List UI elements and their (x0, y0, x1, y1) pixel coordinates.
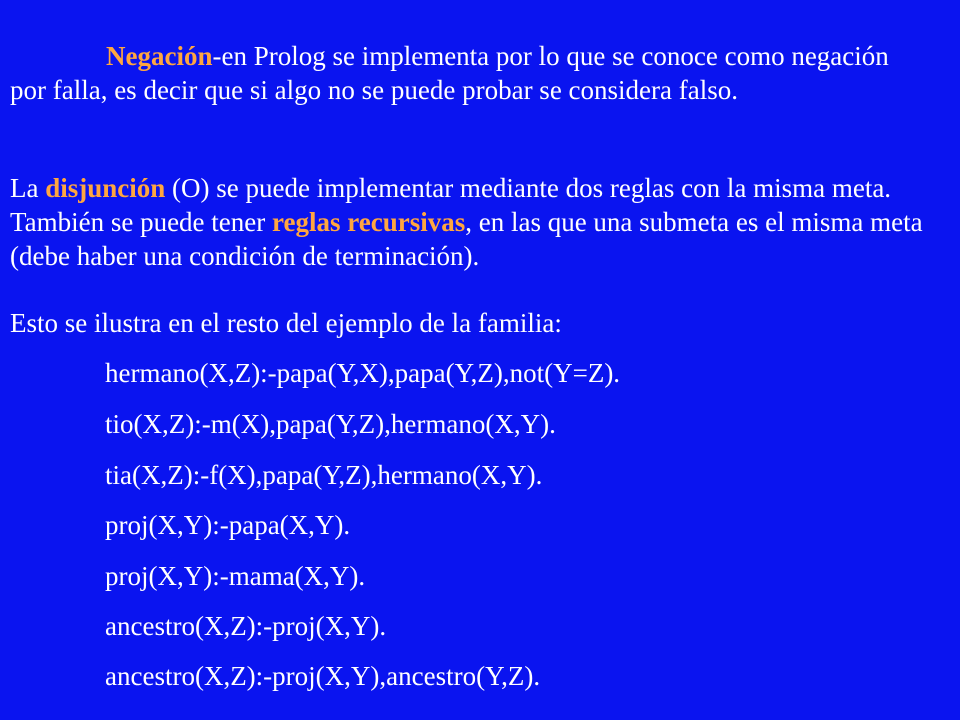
disjunction-text-1: La (10, 173, 46, 203)
rule-proj-mama: proj(X,Y):-mama(X,Y). (105, 561, 366, 591)
rule-tio: tio(X,Z):-m(X),papa(Y,Z),hermano(X,Y). (105, 409, 556, 439)
disjunction-text-2: (O) se puede implementar mediante dos reglas con la misma meta. También se puede tener (10, 173, 892, 237)
recursive-rules-term: reglas recursivas (272, 207, 466, 237)
rule-hermano: hermano(X,Z):-papa(Y,X),papa(Y,Z),not(Y=Z). (105, 358, 621, 388)
rule-ancestro-recursive: ancestro(X,Z):-proj(X,Y),ancestro(Y,Z). (105, 661, 541, 691)
disjunction-paragraph (10, 171, 930, 273)
negation-term: Negación (106, 41, 213, 71)
example-intro: Esto se ilustra en el resto del ejemplo de la familia: (10, 308, 562, 338)
negation-text: -en Prolog se implementa por lo que se conoce como negación por falla, es decir que si algo no se puede probar se considera falso. (10, 41, 889, 105)
rule-tia: tia(X,Z):-f(X),papa(Y,Z),hermano(X,Y). (105, 460, 543, 490)
rule-ancestro-base: ancestro(X,Z):-proj(X,Y). (105, 611, 387, 641)
negation-paragraph (10, 39, 930, 107)
rule-proj-papa: proj(X,Y):-papa(X,Y). (105, 510, 351, 540)
disjunction-term: disjunción (45, 173, 166, 203)
disjunction-text-3: , en las que una submeta es el misma meta (debe haber una condición de terminación). (10, 207, 923, 271)
